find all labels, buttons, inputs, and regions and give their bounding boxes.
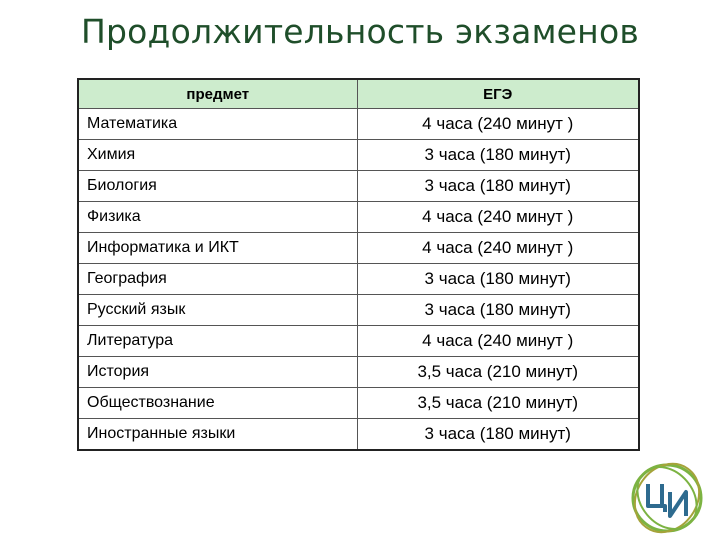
- duration-cell: 4 часа (240 минут ): [357, 202, 639, 233]
- subject-cell: Литература: [78, 326, 357, 357]
- table-header-row: [78, 79, 639, 109]
- subject-cell: География: [78, 264, 357, 295]
- duration-cell: 3 часа (180 минут): [357, 171, 639, 202]
- header-ege: ЕГЭ: [357, 79, 639, 109]
- page-title: Продолжительность экзаменов: [81, 12, 639, 51]
- duration-cell: 4 часа (240 минут ): [357, 233, 639, 264]
- table-row: [78, 202, 639, 233]
- subject-cell: Информатика и ИКТ: [78, 233, 357, 264]
- table-row: [78, 140, 639, 171]
- subject-cell: Математика: [78, 109, 357, 140]
- subject-cell: Физика: [78, 202, 357, 233]
- duration-cell: 3 часа (180 минут): [357, 264, 639, 295]
- table-row: [78, 264, 639, 295]
- subject-cell: Иностранные языки: [78, 419, 357, 451]
- ci-logo-icon: [626, 458, 708, 536]
- table-row: [78, 109, 639, 140]
- duration-cell: 4 часа (240 минут ): [357, 326, 639, 357]
- table-row: [78, 233, 639, 264]
- exam-duration-table: [77, 78, 640, 451]
- table-row: [78, 419, 639, 451]
- duration-cell: 3 часа (180 минут): [357, 419, 639, 451]
- duration-cell: 4 часа (240 минут ): [357, 109, 639, 140]
- table-row: [78, 326, 639, 357]
- table-row: [78, 357, 639, 388]
- subject-cell: Русский язык: [78, 295, 357, 326]
- subject-cell: Химия: [78, 140, 357, 171]
- duration-cell: 3 часа (180 минут): [357, 140, 639, 171]
- header-subject: предмет: [78, 79, 357, 109]
- table-row: [78, 171, 639, 202]
- subject-cell: Обществознание: [78, 388, 357, 419]
- subject-cell: История: [78, 357, 357, 388]
- duration-cell: 3,5 часа (210 минут): [357, 388, 639, 419]
- duration-cell: 3,5 часа (210 минут): [357, 357, 639, 388]
- duration-cell: 3 часа (180 минут): [357, 295, 639, 326]
- table-row: [78, 295, 639, 326]
- table-row: [78, 388, 639, 419]
- subject-cell: Биология: [78, 171, 357, 202]
